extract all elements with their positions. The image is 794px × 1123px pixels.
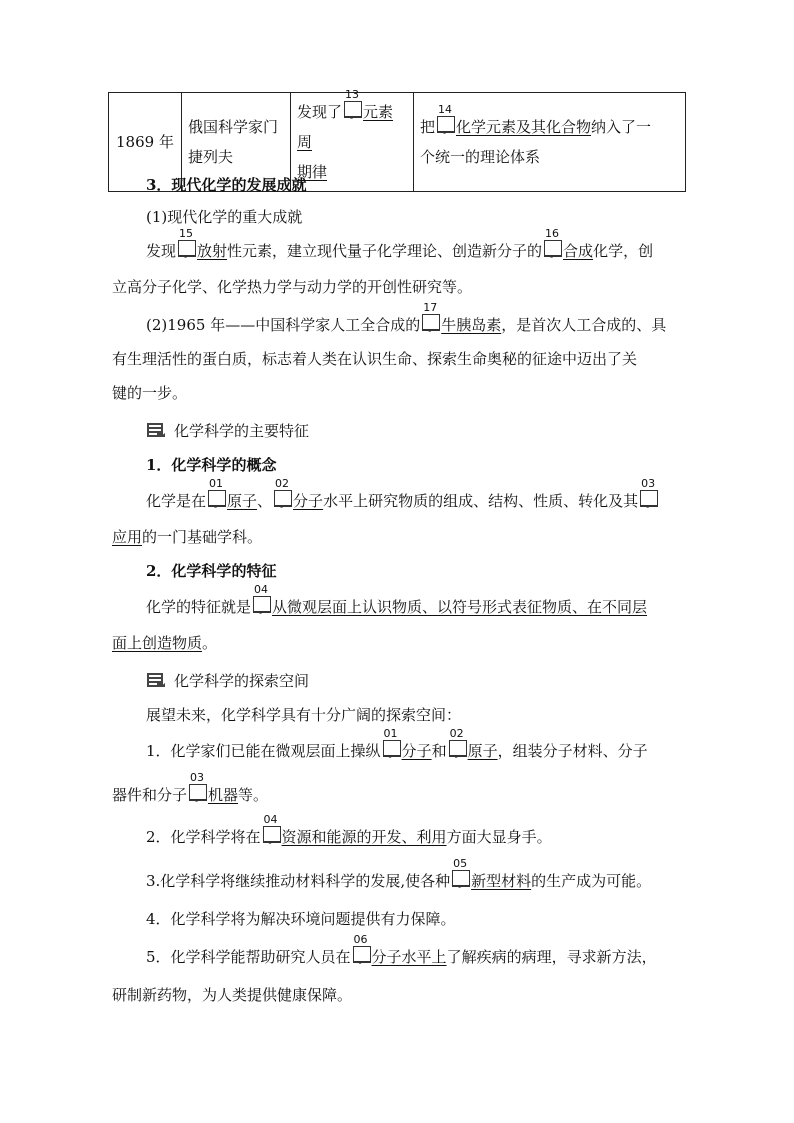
answer-box: 06 - <box>353 946 371 963</box>
discovery-cell: 发现了 13 - 元素周 期律 <box>291 93 414 192</box>
notebook-icon <box>146 671 166 689</box>
answer-box: 15 - <box>178 240 196 257</box>
year-cell: 1869 年 <box>109 93 182 192</box>
answer-box: 02 - <box>274 490 292 507</box>
paragraph-line: 2．化学科学将在 04 - 资源和能源的开发、利用方面大显身手。 <box>146 813 552 849</box>
paragraph-line: 化学是在 01 - 原子、 02 - 分子水平上研究物质的组成、结构、性质、转化及其 03 - <box>146 490 716 512</box>
answer-box: 13 - <box>344 101 362 118</box>
section-title-features: 化学科学的主要特征 <box>146 420 716 442</box>
answer-box: 03 - <box>640 490 658 507</box>
answer-box: 05 - <box>452 870 470 887</box>
paragraph-line: 化学的特征就是 04 - 从微观层面上认识物质、以符号形式表征物质、在不同层 <box>146 583 648 619</box>
section-title-explore: 化学科学的探索空间 <box>146 670 716 692</box>
paragraph-line: 4．化学科学将为解决环境问题提供有力保障。 <box>146 910 456 928</box>
paragraph-line: 5．化学科学能帮助研究人员在 06 - 分子水平上了解疾病的病理，寻求新方法， <box>146 933 657 969</box>
paragraph-line: 立高分子化学、化学热力学与动力学的开创性研究等。 <box>112 278 473 296</box>
paragraph-line: 器件和分子 03 - 机器等。 <box>112 771 269 807</box>
paragraph-line: 3.化学科学将继续推动材料科学的发展,使各种 05 - 新型材料的生产成为可能。 <box>146 857 652 893</box>
section-heading: 3．现代化学的发展成就 <box>146 176 307 194</box>
answer-box: 04 - <box>253 596 271 613</box>
answer-box: 03 - <box>189 784 207 801</box>
subheading: (1)现代化学的重大成就 <box>146 208 303 226</box>
person-cell: 俄国科学家门 捷列夫 <box>182 93 291 192</box>
answer-box: 02 - <box>449 740 467 757</box>
paragraph-line: 研制新药物，为人类提供健康保障。 <box>112 986 353 1004</box>
answer-box: 04 - <box>263 826 281 843</box>
subheading: 2．化学科学的特征 <box>146 562 277 580</box>
answer-box: 17 - <box>422 314 440 331</box>
notebook-icon <box>146 421 166 439</box>
paragraph-line: 1．化学家们已能在微观层面上操纵 01 - 分子和 02 - 原子，组装分子材料、分子 <box>146 727 648 763</box>
answer-box: 01 - <box>208 490 226 507</box>
paragraph-line: 键的一步。 <box>112 384 188 402</box>
answer-box: 01 - <box>383 740 401 757</box>
paragraph-line: 面上创造物质。 <box>112 634 218 652</box>
answer-box: 14 - <box>437 116 455 133</box>
answer-box: 16 - <box>544 240 562 257</box>
paragraph-line: 应用的一门基础学科。 <box>112 528 263 546</box>
paragraph-line: 有生理活性的蛋白质，标志着人类在认识生命、探索生命奥秘的征途中迈出了关 <box>112 350 638 368</box>
paragraph-line: 展望未来，化学科学具有十分广阔的探索空间： <box>146 706 462 724</box>
paragraph-line: 发现 15 - 放射性元素，建立现代量子化学理论、创造新分子的 16 - 合成化学，创 <box>146 227 654 263</box>
significance-cell: 把 14 - 化学元素及其化合物纳入了一 个统一的理论体系 <box>414 93 686 192</box>
paragraph-line: (2)1965 年——中国科学家人工全合成的 17 - 牛胰岛素，是首次人工合成的、具 <box>146 301 667 337</box>
subheading: 1．化学科学的概念 <box>146 456 277 474</box>
